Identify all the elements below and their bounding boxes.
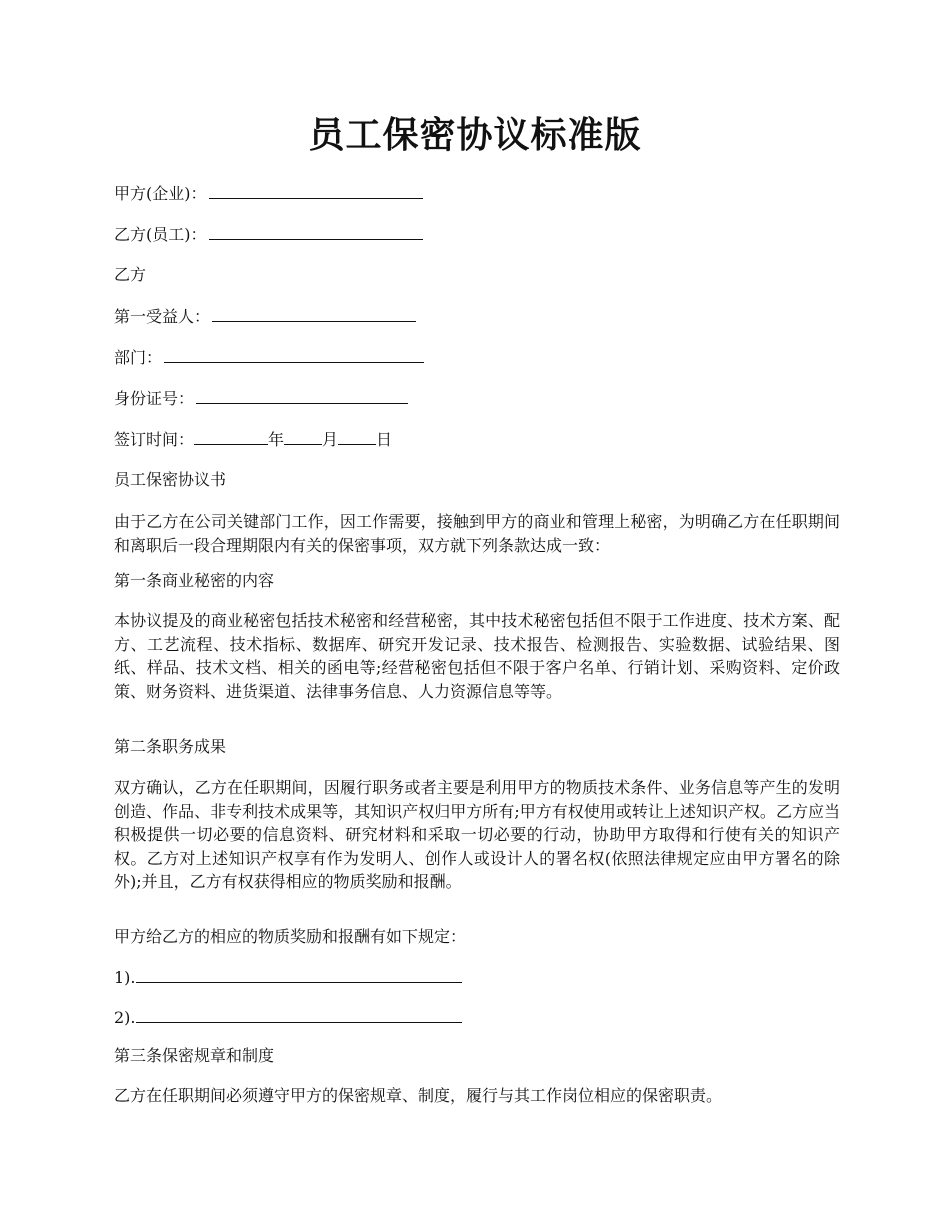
document-title: 员工保密协议标准版 [308, 115, 642, 156]
article-3-body: 乙方在任职期间必须遵守甲方的保密规章、制度，履行与其工作岗位相应的保密职责。 [114, 1086, 723, 1105]
reward-item-1-blank[interactable] [136, 966, 462, 983]
party-b-blank[interactable] [209, 223, 423, 240]
day-label: 日 [376, 430, 393, 449]
reward-intro: 甲方给乙方的相应的物质奖励和报酬有如下规定： [114, 927, 467, 946]
id-number-blank[interactable] [196, 387, 408, 404]
id-number-label: 身份证号： [114, 389, 195, 408]
reward-item-1-label: 1). [114, 968, 136, 987]
month-blank[interactable] [284, 428, 322, 445]
party-a-field [114, 182, 423, 205]
beneficiary-field [114, 305, 416, 328]
month-label: 月 [322, 430, 339, 449]
year-label: 年 [268, 430, 285, 449]
year-blank[interactable] [194, 428, 268, 445]
reward-item-1 [114, 966, 462, 989]
party-a-blank[interactable] [209, 182, 423, 199]
article-1-title: 第一条商业秘密的内容 [114, 571, 275, 590]
beneficiary-blank[interactable] [212, 305, 416, 322]
party-a-label: 甲方(企业)： [114, 184, 207, 203]
article-3-title: 第三条保密规章和制度 [114, 1046, 275, 1065]
signing-date-label: 签订时间： [114, 430, 195, 449]
article-2-body: 双方确认，乙方在任职期间，因履行职务或者主要是利用甲方的物质技术条件、业务信息等产生的发明创造、作品、非专利技术成果等，其知识产权归甲方所有;甲方有权使用或转让上述知识产权。乙方应当积极提供一切必要的信息资料、研究材料和采取一切必要的行动，协助甲方取得和行使有关的知识产权。乙方对上述知识产权享有作为发明人、创作人或设计人的署名权(依照法律规定应由甲方署名的除外);并且，乙方有权获得相应的物质奖励和报酬。 [114, 778, 840, 891]
signing-date-field [114, 428, 392, 451]
department-field [114, 346, 424, 369]
intro-paragraph: 由于乙方在公司关键部门工作，因工作需要，接触到甲方的商业和管理上秘密，为明确乙方在任职期间和离职后一段合理期限内有关的保密事项，双方就下列条款达成一致： [114, 512, 840, 555]
id-number-field [114, 387, 408, 410]
article-1-body: 本协议提及的商业秘密包括技术秘密和经营秘密，其中技术秘密包括但不限于工作进度、技术方案、配方、工艺流程、技术指标、数据库、研究开发记录、技术报告、检测报告、实验数据、试验结果、图纸、样品、技术文档、相关的函电等;经营秘密包括但不限于客户名单、行销计划、采购资料、定价政策、财务资料、进货渠道、法律事务信息、人力资源信息等等。 [114, 611, 840, 701]
party-b-label: 乙方(员工)： [114, 225, 207, 244]
day-blank[interactable] [338, 428, 376, 445]
agreement-heading: 员工保密协议书 [114, 470, 227, 489]
article-2-title: 第二条职务成果 [114, 737, 227, 756]
party-b-short: 乙方 [114, 265, 147, 284]
reward-item-2-label: 2). [114, 1008, 136, 1027]
beneficiary-label: 第一受益人： [114, 307, 211, 326]
party-b-field [114, 223, 423, 246]
department-blank[interactable] [164, 346, 424, 363]
department-label: 部门： [114, 348, 163, 367]
reward-item-2 [114, 1006, 462, 1029]
reward-item-2-blank[interactable] [136, 1006, 462, 1023]
